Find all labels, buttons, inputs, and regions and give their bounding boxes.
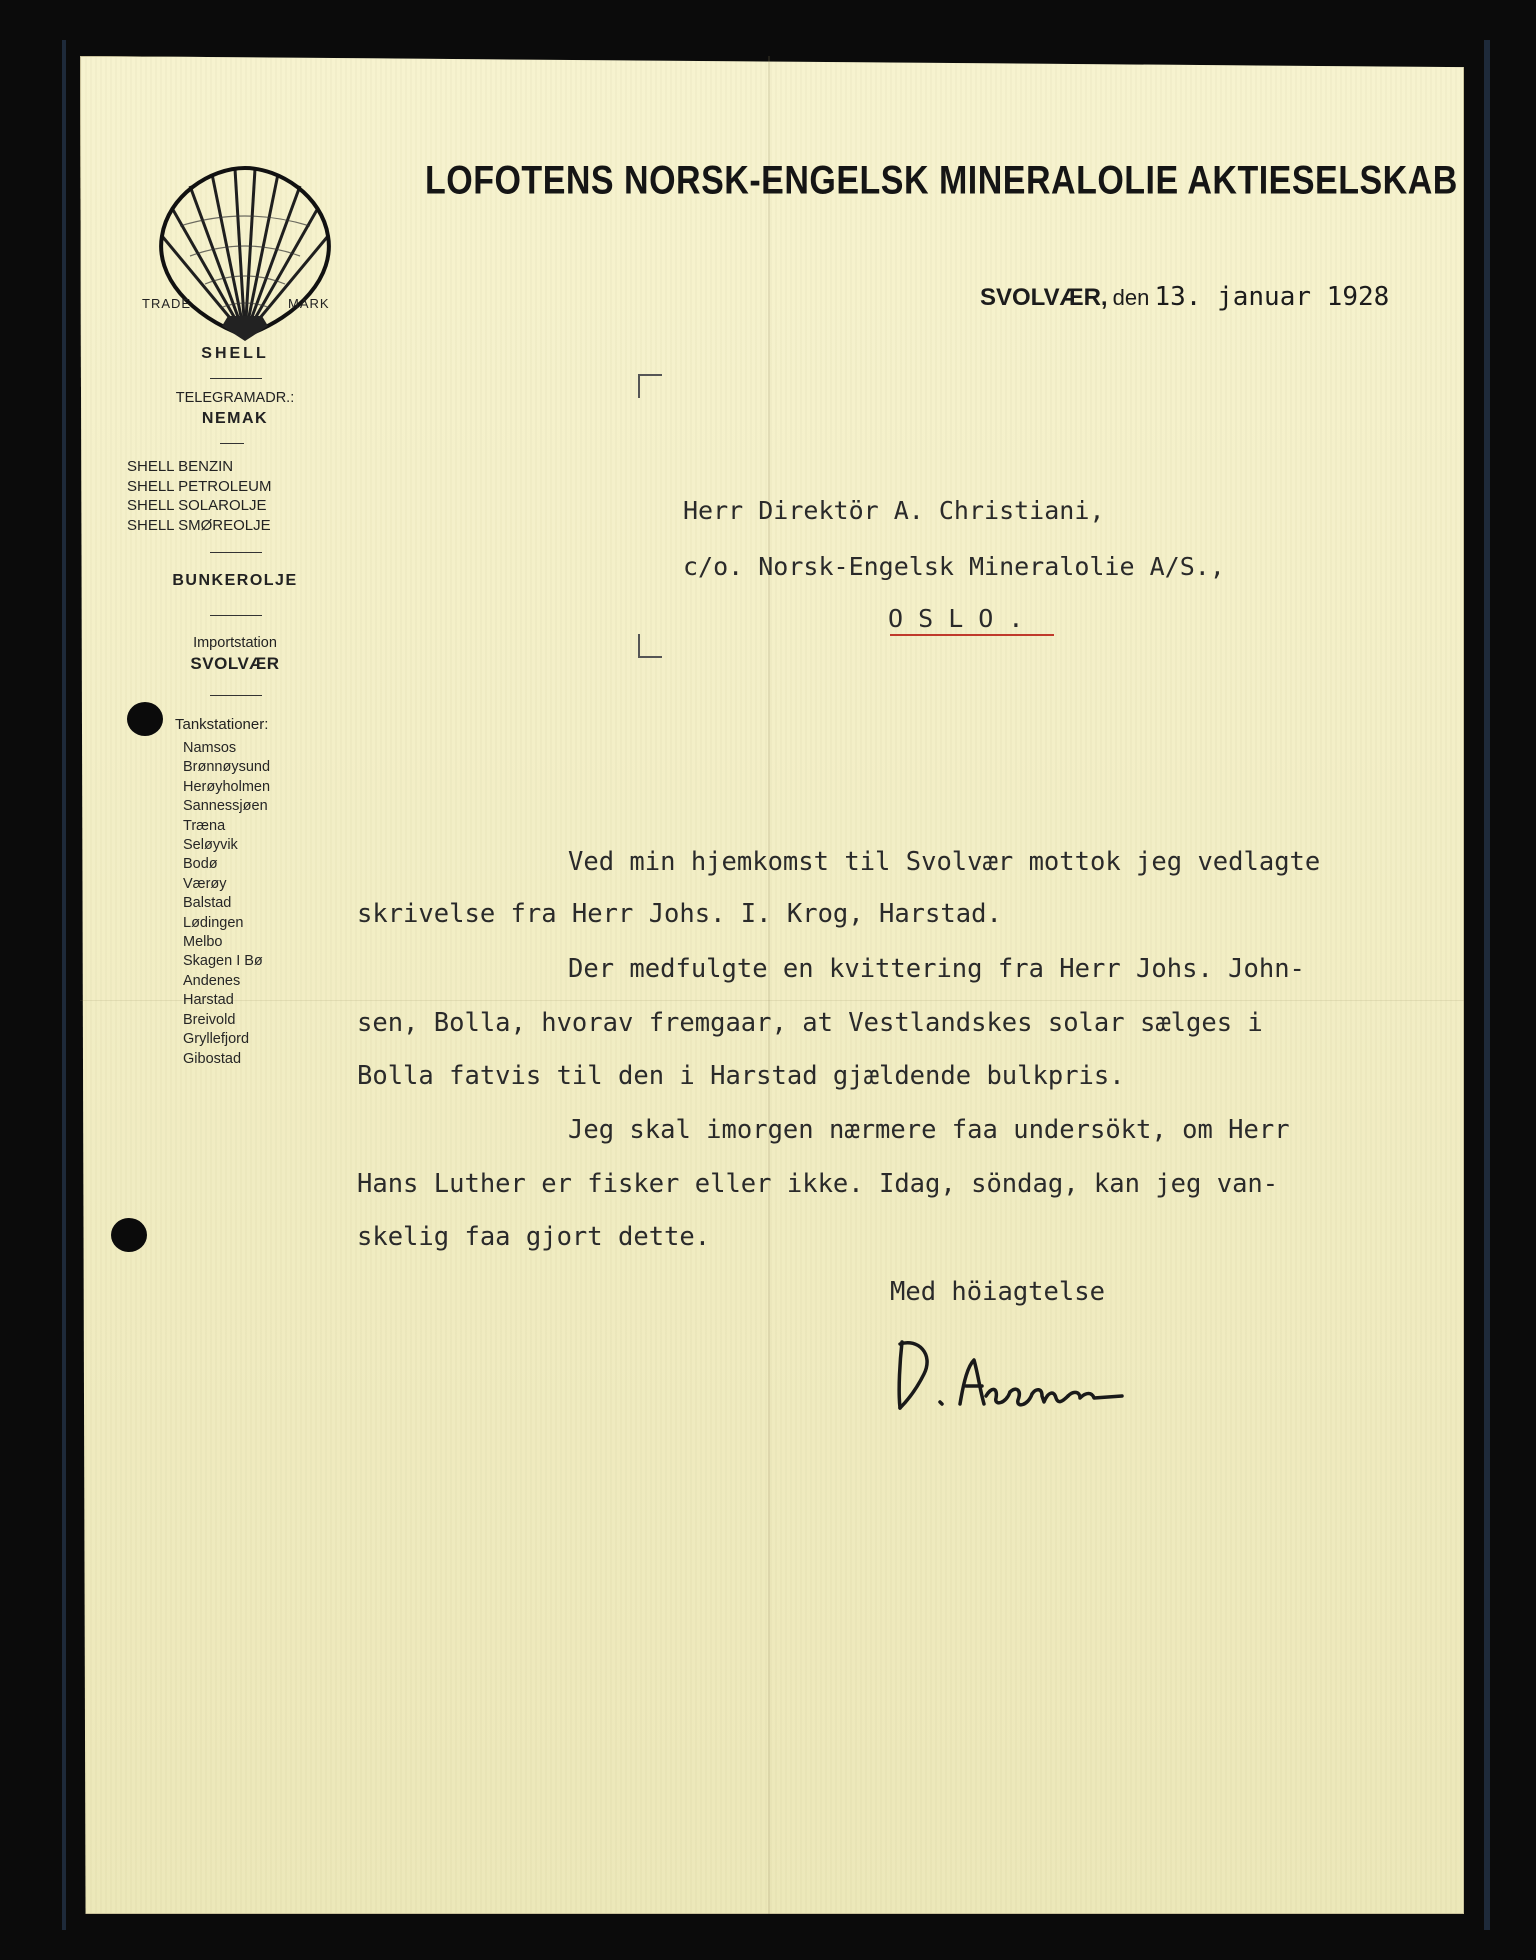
tank-station: Værøy (183, 875, 227, 892)
recipient-line-2: c/o. Norsk-Engelsk Mineralolie A/S., (683, 552, 1225, 581)
mark-label: MARK (288, 296, 330, 311)
city-underline (890, 634, 1054, 636)
tank-label: Tankstationer: (175, 716, 269, 733)
date-typed: 13. januar 1928 (1154, 282, 1390, 312)
import-value: SVOLVÆR (190, 654, 280, 673)
body-line-3: Der medfulgte en kvittering fra Herr Johs. John- (568, 954, 1305, 984)
tank-station: Harstad (183, 992, 234, 1009)
tank-station: Namsos (183, 740, 237, 756)
tank-station: Gryllefjord (183, 1031, 250, 1048)
tank-station: Lødingen (183, 914, 244, 931)
dateline (980, 282, 1389, 312)
mount-edge-right (1484, 40, 1490, 1930)
import-label: Importstation (193, 635, 277, 651)
body-line-2: skrivelse fra Herr Johs. I. Krog, Harstad. (357, 899, 1002, 929)
product-item: SHELL PETROLEUM (127, 477, 272, 495)
fold-crease-vertical (768, 56, 770, 1914)
company-name: LOFOTENS NORSK-ENGELSK MINERALOLIE AKTIESELSKAB (425, 158, 1458, 203)
body-line-8: skelig faa gjort dette. (357, 1222, 711, 1252)
body-line-7: Hans Luther er fisker eller ikke. Idag, söndag, kan jeg van- (357, 1169, 1279, 1199)
tank-station: Sannessjøen (183, 798, 268, 815)
bunker-label: BUNKEROLJE (172, 572, 298, 589)
recipient-line-1: Herr Direktör A. Christiani, (683, 496, 1105, 525)
date-place: SVOLVÆR, (980, 284, 1108, 311)
divider (210, 615, 262, 616)
product-item: SHELL SMØREOLJE (127, 516, 271, 534)
handwritten-signature-icon (890, 1330, 1170, 1420)
date-den: den (1112, 285, 1150, 310)
telegram-label: TELEGRAMADR.: (175, 390, 295, 406)
tank-station: Træna (183, 817, 226, 834)
tank-station: Balstad (183, 895, 232, 912)
tank-station: Gibostad (183, 1050, 242, 1067)
tank-station: Andenes (183, 972, 241, 989)
body-line-5: Bolla fatvis til den i Harstad gjældende bulkpris. (357, 1061, 1125, 1091)
body-line-1: Ved min hjemkomst til Svolvær mottok jeg vedlagte (568, 847, 1321, 877)
telegram-value: NEMAK (201, 410, 269, 427)
tank-station: Breivold (183, 1011, 236, 1028)
punch-hole (127, 702, 163, 736)
tank-station: Skagen I Bø (183, 953, 263, 970)
punch-hole (111, 1218, 147, 1252)
tank-station: Seløyvik (183, 837, 238, 854)
divider (210, 378, 262, 379)
body-line-4: sen, Bolla, hvorav fremgaar, at Vestlandskes solar sælges i (357, 1008, 1263, 1038)
product-list (127, 457, 272, 535)
shell-scallop-icon (150, 166, 340, 346)
tank-station: Herøyholmen (183, 778, 271, 795)
window-bracket-bottom (638, 634, 662, 658)
closing: Med höiagtelse (890, 1277, 1105, 1307)
fold-crease-horizontal (80, 1000, 1464, 1001)
recipient-city: O S L O . (888, 604, 1024, 633)
product-item: SHELL BENZIN (127, 458, 234, 475)
tank-station: Bodø (183, 856, 218, 873)
divider (220, 443, 244, 444)
tank-station: Brønnøysund (183, 759, 271, 776)
tank-station-list (183, 739, 270, 1069)
brand-name: SHELL (201, 345, 269, 362)
mount-edge-left (62, 40, 66, 1930)
product-item: SHELL SOLAROLJE (127, 497, 267, 514)
trade-label: TRADE (142, 296, 192, 311)
divider (210, 695, 262, 696)
divider (210, 552, 262, 553)
window-bracket-top (638, 374, 662, 398)
body-line-6: Jeg skal imorgen nærmere faa undersökt, om Herr (568, 1115, 1290, 1145)
tank-station: Melbo (183, 934, 223, 951)
